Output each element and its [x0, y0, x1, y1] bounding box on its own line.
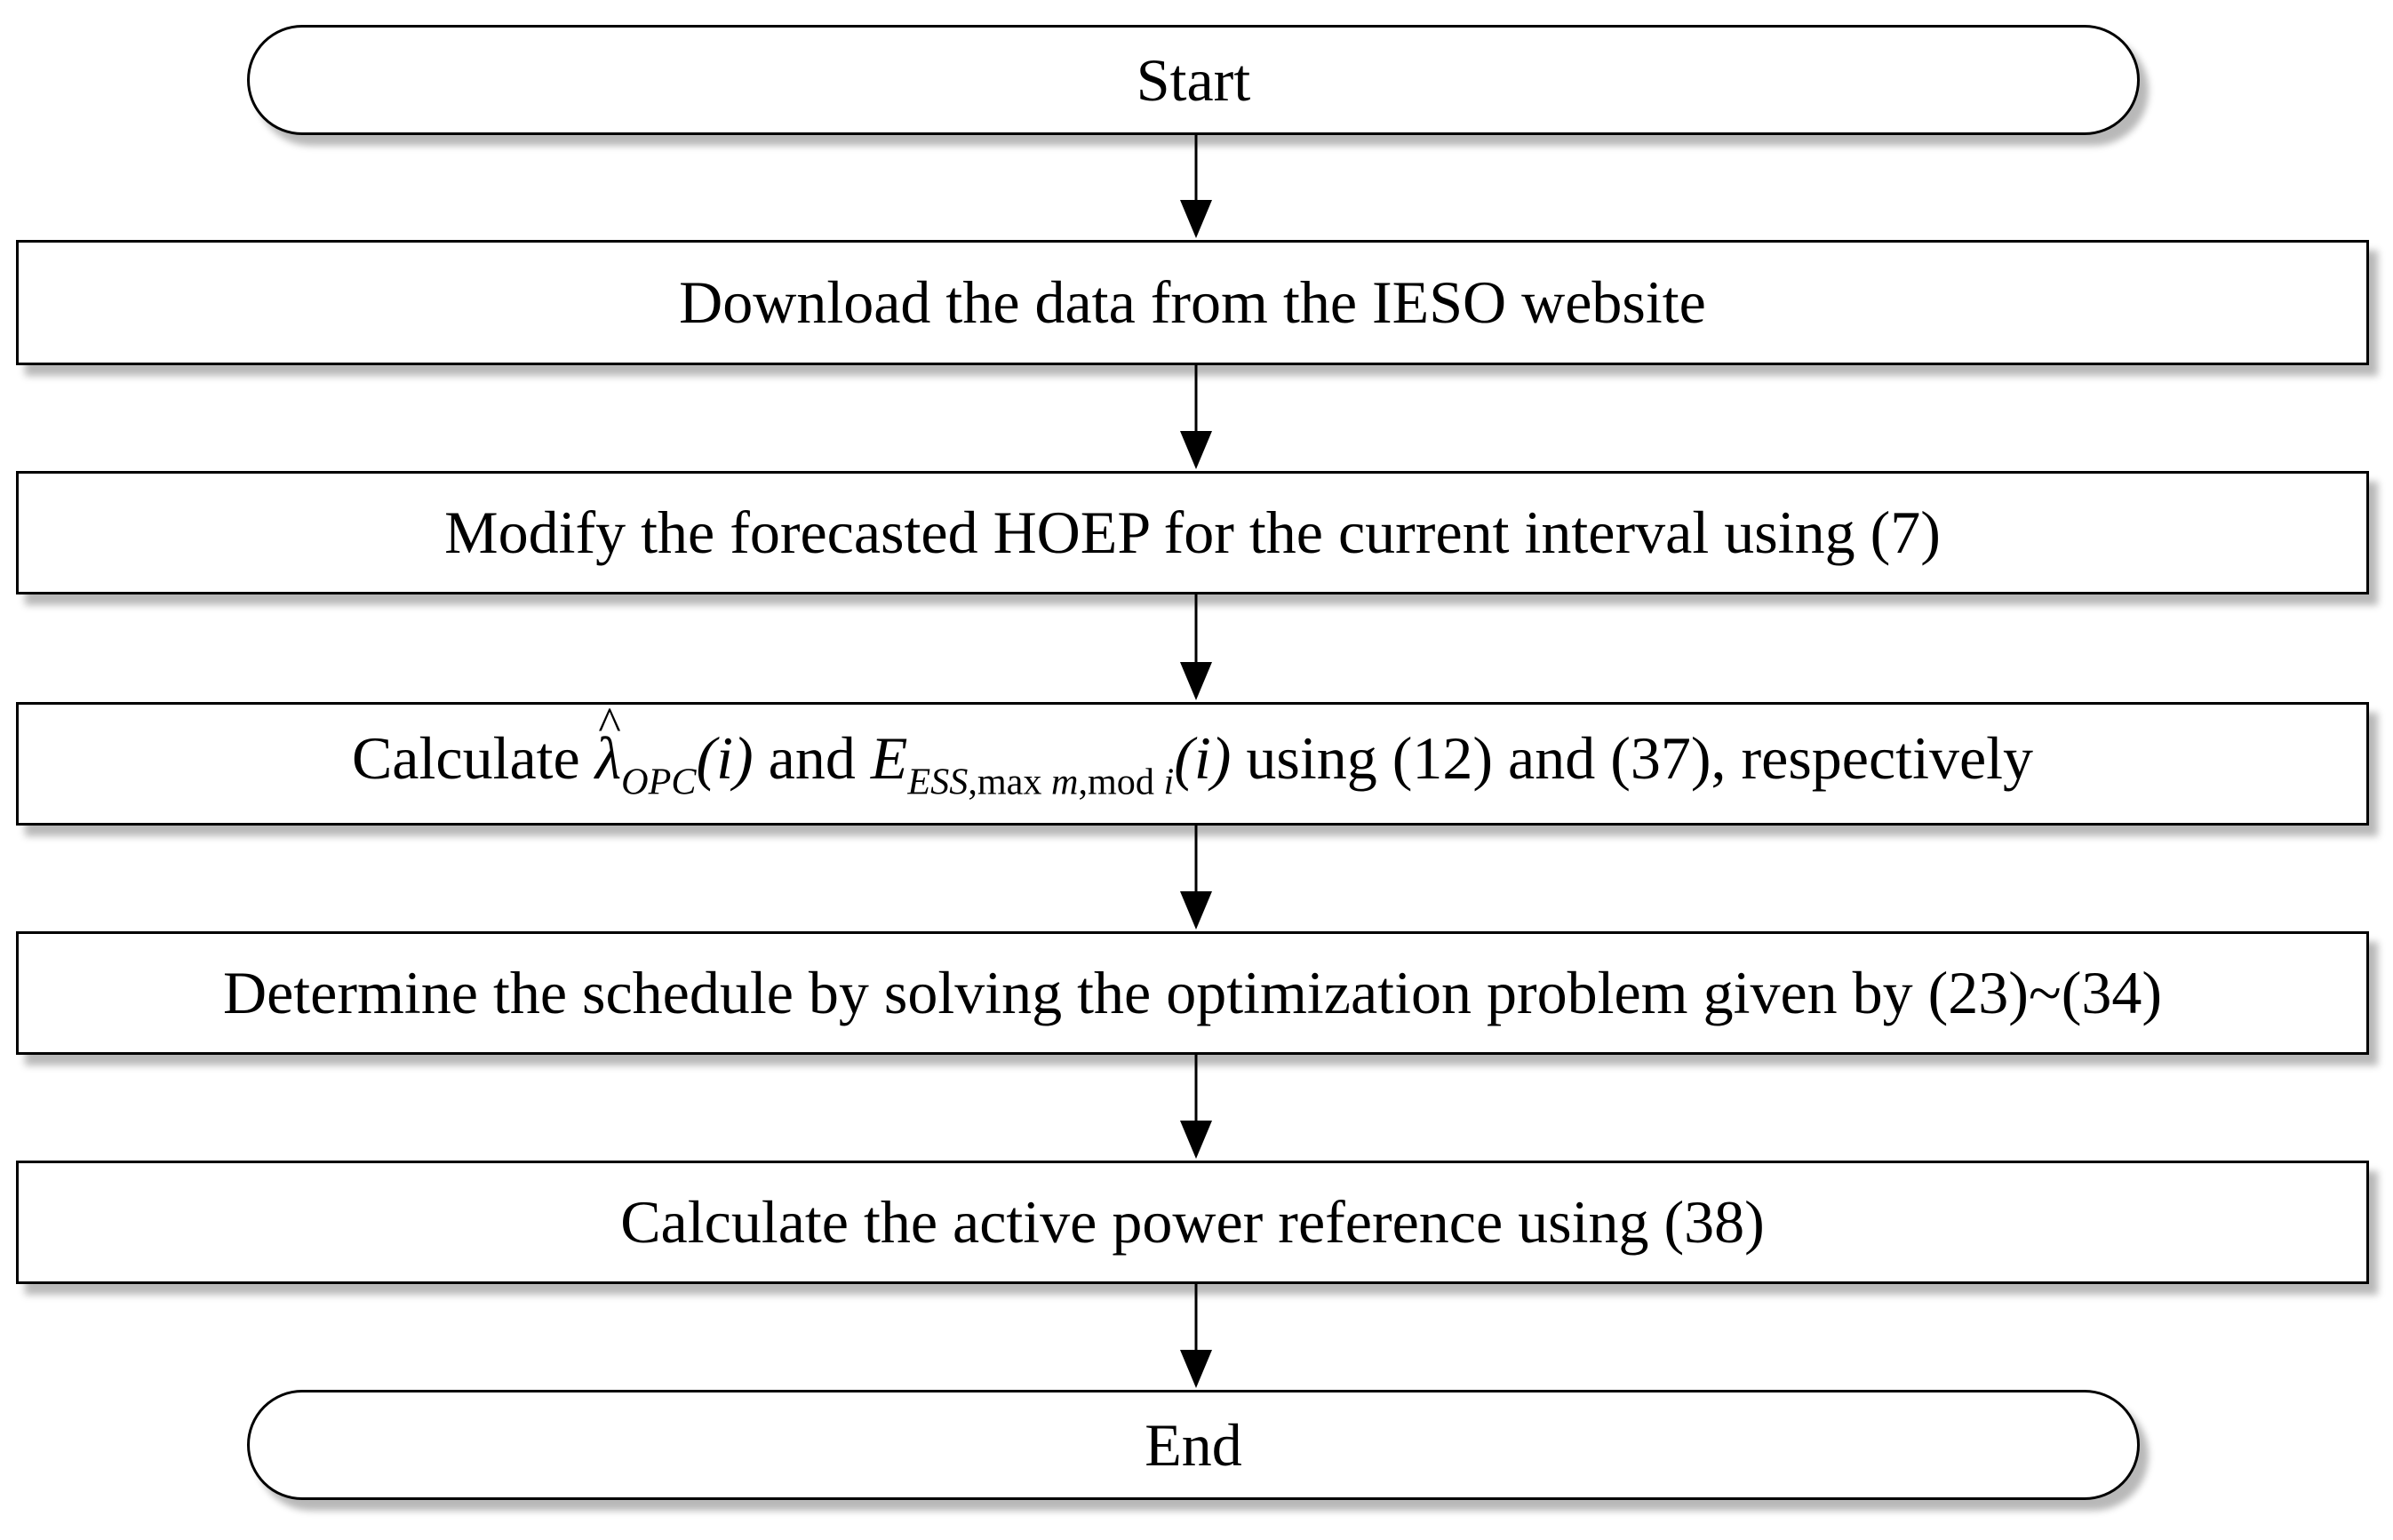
step-active-power-reference: [16, 1161, 2369, 1284]
energy-sub-m: m: [1051, 761, 1079, 803]
energy-symbol: E: [870, 724, 908, 793]
step-active-power-reference-label: Calculate the active power reference using (38): [620, 1188, 1765, 1256]
arrow-step1-to-step2: [1180, 365, 1212, 469]
energy-sub-mod: ,mod: [1078, 761, 1154, 803]
step-calculate-lambda-energy: [16, 702, 2369, 826]
lambda-subscript: OPC: [621, 761, 697, 803]
lambda-argument: (i): [696, 724, 754, 793]
step-modify-hoep-label: Modify the forecasted HOEP for the current interval using (7): [444, 499, 1941, 566]
calc-suffix-text: using (12) and (37), respectively: [1231, 724, 2034, 793]
step-download-data: [16, 240, 2369, 365]
start-label: Start: [1136, 45, 1251, 114]
end-label: End: [1145, 1410, 1242, 1479]
start-terminal: [247, 25, 2140, 135]
step-download-data-label: Download the data from the IESO website: [679, 268, 1706, 336]
energy-argument: (i): [1174, 724, 1232, 793]
calc-and-text: and: [753, 724, 871, 793]
calc-prefix-text: Calculate: [351, 724, 595, 793]
step-calculate-lambda-energy-label: [352, 723, 2033, 804]
step-determine-schedule-label: Determine the schedule by solving the optimization problem given by (23)~(34): [222, 959, 2163, 1026]
arrow-step4-to-step5: [1180, 1055, 1212, 1159]
lambda-hat-symbol: ^ λ: [595, 723, 621, 794]
energy-sub-i: i: [1163, 761, 1175, 803]
end-terminal: [247, 1390, 2140, 1500]
step-modify-hoep: [16, 471, 2369, 594]
arrow-step5-to-end: [1180, 1284, 1212, 1388]
energy-sub-max: ,max: [968, 761, 1042, 803]
energy-sub-ess: ESS: [907, 761, 969, 803]
arrow-step2-to-step3: [1180, 594, 1212, 700]
step-determine-schedule: [16, 931, 2369, 1055]
energy-subscript: [907, 762, 1174, 803]
arrow-start-to-step1: [1180, 135, 1212, 238]
arrow-step3-to-step4: [1180, 826, 1212, 930]
